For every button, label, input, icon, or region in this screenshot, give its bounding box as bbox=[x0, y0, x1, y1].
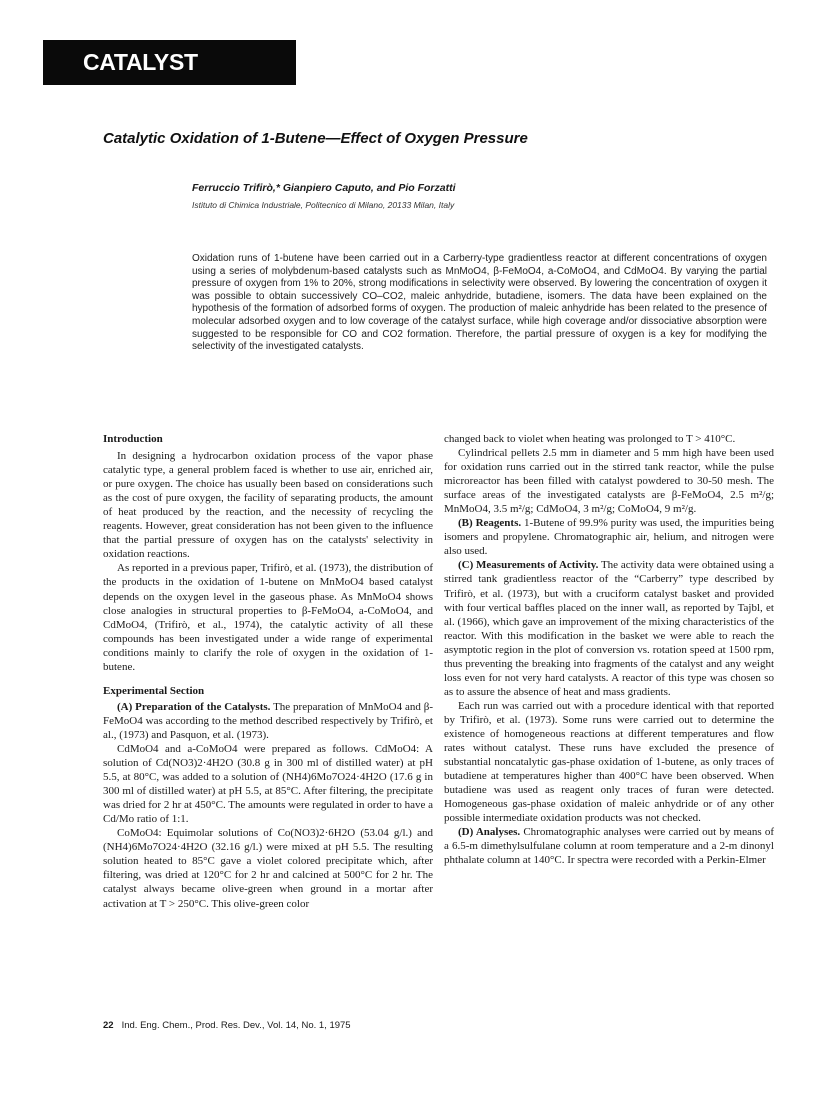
affiliation: Istituto di Chimica Industriale, Politecnico di Milano, 20133 Milan, Italy bbox=[192, 200, 455, 210]
pellets-paragraph: Cylindrical pellets 2.5 mm in diameter and 5 mm high have been used for oxidation runs carried out in the stirred tank reactor, while the pulse microreactor has been filled with catalyst powdered to 30-50 mesh. The surface areas of the investigated catalysts are β-FeMoO4, 2.5 m²/g; MnMoO4, 3.5 m²/g; CdMoO4, 3 m²/g; CoMoO4, 9 m²/g. bbox=[444, 447, 774, 516]
analyses-text: Chromatographic analyses were carried out by means of a 6.5-m dimethylsulfulane column at room temperature and a 2-m dinonyl phthalate column at 140°C. Ir spectra were recorded with a Perkin-Elmer bbox=[444, 826, 774, 867]
article-title: Catalytic Oxidation of 1-Butene—Effect of Oxygen Pressure bbox=[103, 130, 528, 147]
right-column bbox=[444, 432, 774, 867]
continued-paragraph: changed back to violet when heating was prolonged to T > 410°C. bbox=[444, 433, 736, 445]
measurements-paragraph bbox=[444, 558, 774, 698]
preparation-run-head: (A) Preparation of the Catalysts. bbox=[117, 700, 271, 713]
page-number: 22 bbox=[103, 1020, 114, 1031]
preparation-paragraph bbox=[103, 700, 433, 742]
reagents-run-head: (B) Reagents. bbox=[458, 517, 522, 530]
measurements-text: The activity data were obtained using a stirred tank gradientless reactor of the “Carberry” type described by Trifirò, et al. (1973), but with a cruciform catalyst basket and provided with four vertical baffles placed on the inner wall, as reported by Tajbl, et al. (1966), which gave an improvement of the mixing characteristics of the reactor. With this modification in the basket we were able to reach the asymptotic region in the plot of conversion vs. rotation speed at 1500 rpm, thus preventing the breaking into fragments of the catalyst and any weight loss even for not very hard catalysts. A reactor of this type was chosen so as to assure the absence of heat and mass gradients. bbox=[444, 559, 774, 698]
left-column bbox=[103, 432, 433, 911]
preparation-text: The preparation of MnMoO4 and β-FeMoO4 was according to the method described respectively by Trifirò, et al., (1973) and Pasquon, et al. (1973). bbox=[103, 700, 433, 741]
reagents-text: 1-Butene of 99.9% purity was used, the impurities being isomers and propylene. Chromatographic air, helium, and nitrogen were also used. bbox=[444, 517, 774, 558]
experimental-heading: Experimental Section bbox=[103, 684, 205, 697]
section-banner: CATALYST SECTION bbox=[43, 40, 296, 85]
intro-paragraph-1: In designing a hydrocarbon oxidation process of the vapor phase catalytic type, a general problem faced is whether to use air, enriched air, or pure oxygen. The choice has usually been based on considerations such as the cost of pure oxygen, the facility of separating products, the amount of heat produced by the reaction, and the necessity of recycling the reagents. However, great consideration has not been given to the influence that the partial pressure of oxygen has on the catalysts' selectivity in oxidation reactions. bbox=[103, 450, 433, 561]
page-footer bbox=[103, 1020, 603, 1032]
intro-paragraph-2: As reported in a previous paper, Trifirò, et al. (1973), the distribution of the products in the oxidation of 1-butene on MnMoO4 based catalyst depends on the oxygen level in the gaseous phase. As MnMoO4 shows close analogies in structural properties to β-FeMoO4, a-CoMoO4, and CdMoO4, (Trifirò, et al., 1974), the catalytic activity of all these compounds has been investigated under a wide range of experimental conditions mainly to clarify the role of oxygen in the oxidation of 1-butene. bbox=[103, 562, 433, 673]
authors: Ferruccio Trifirò,* Gianpiero Caputo, and Pio Forzatti bbox=[192, 182, 456, 194]
journal-citation: Ind. Eng. Chem., Prod. Res. Dev., Vol. 14, No. 1, 1975 bbox=[121, 1020, 351, 1031]
analyses-run-head: (D) Analyses. bbox=[458, 826, 521, 839]
introduction-heading: Introduction bbox=[103, 433, 163, 445]
reagents-paragraph bbox=[444, 516, 774, 558]
comoo4-paragraph: CoMoO4: Equimolar solutions of Co(NO3)2·6H2O (53.04 g/l.) and (NH4)6Mo7O24·4H2O (32.16 g/l.) were mixed at pH 5.5. The resulting solution heated to 85°C gave a violet colored precipitate which, after filtering, was dried at 120°C for 2 hr and calcined at 500°C for 2 hr. The catalyst always became olive-green when ground in a mortar after activation at T > 250°C. This olive-green color bbox=[103, 827, 433, 910]
analyses-paragraph bbox=[444, 825, 774, 867]
abstract: Oxidation runs of 1-butene have been carried out in a Carberry-type gradientless reactor at different concentrations of oxygen using a series of molybdenum-based catalysts such as MnMoO4, β-FeMoO4, a-CoMoO4, and CdMoO4. By varying the partial pressure of oxygen from 1% to 20%, strong modifications in selectivity were observed. By lowering the concentration of oxygen it was possible to obtain successively CO–CO2, maleic anhydride, butadiene, isomers. The data have been explained on the hypothesis of the formation of adsorbed forms of oxygen. The production of maleic anhydride has been related to the presence of molecular adsorbed oxygen and to low coverage of the catalyst surface, while high coverage and/or dissociative absorption were suggested to be responsible for CO and CO2 formation. Therefore, the partial pressure of oxygen is a key for modifying the selectivity of the investigated catalysts. bbox=[192, 253, 767, 353]
cdmoo4-paragraph: CdMoO4 and a-CoMoO4 were prepared as follows. CdMoO4: A solution of Cd(NO3)2·4H2O (30.8 g in 300 ml of distilled water) at pH 5.5, at 80°C, was added to a solution of (NH4)6Mo7O24·4H2O (17.6 g in 300 ml of distilled water) at pH 5.5, at 85°C. After filtering, the precipitate was dried for 2 hr at 450°C. The amounts were regulated in order to have a Cd/Mo ratio of 1:1. bbox=[103, 742, 433, 826]
runs-paragraph: Each run was carried out with a procedure identical with that reported by Trifirò, et al. (1973). Some runs were carried out to determine the existence of homogeneous reactions at different temperatures and flow rates without catalyst. These runs have excluded the presence of substantial noncatalytic gas-phase oxidation of 1-butene, as only traces of butadiene at temperatures higher than 400°C have been observed. When butadiene was used as reagent only traces of furan were detected. Homogeneous gas-phase oxidation of maleic anhydride or of any other possible intermediate oxidation products was not checked. bbox=[444, 699, 774, 825]
measurements-run-head: (C) Measurements of Activity. bbox=[458, 559, 599, 572]
